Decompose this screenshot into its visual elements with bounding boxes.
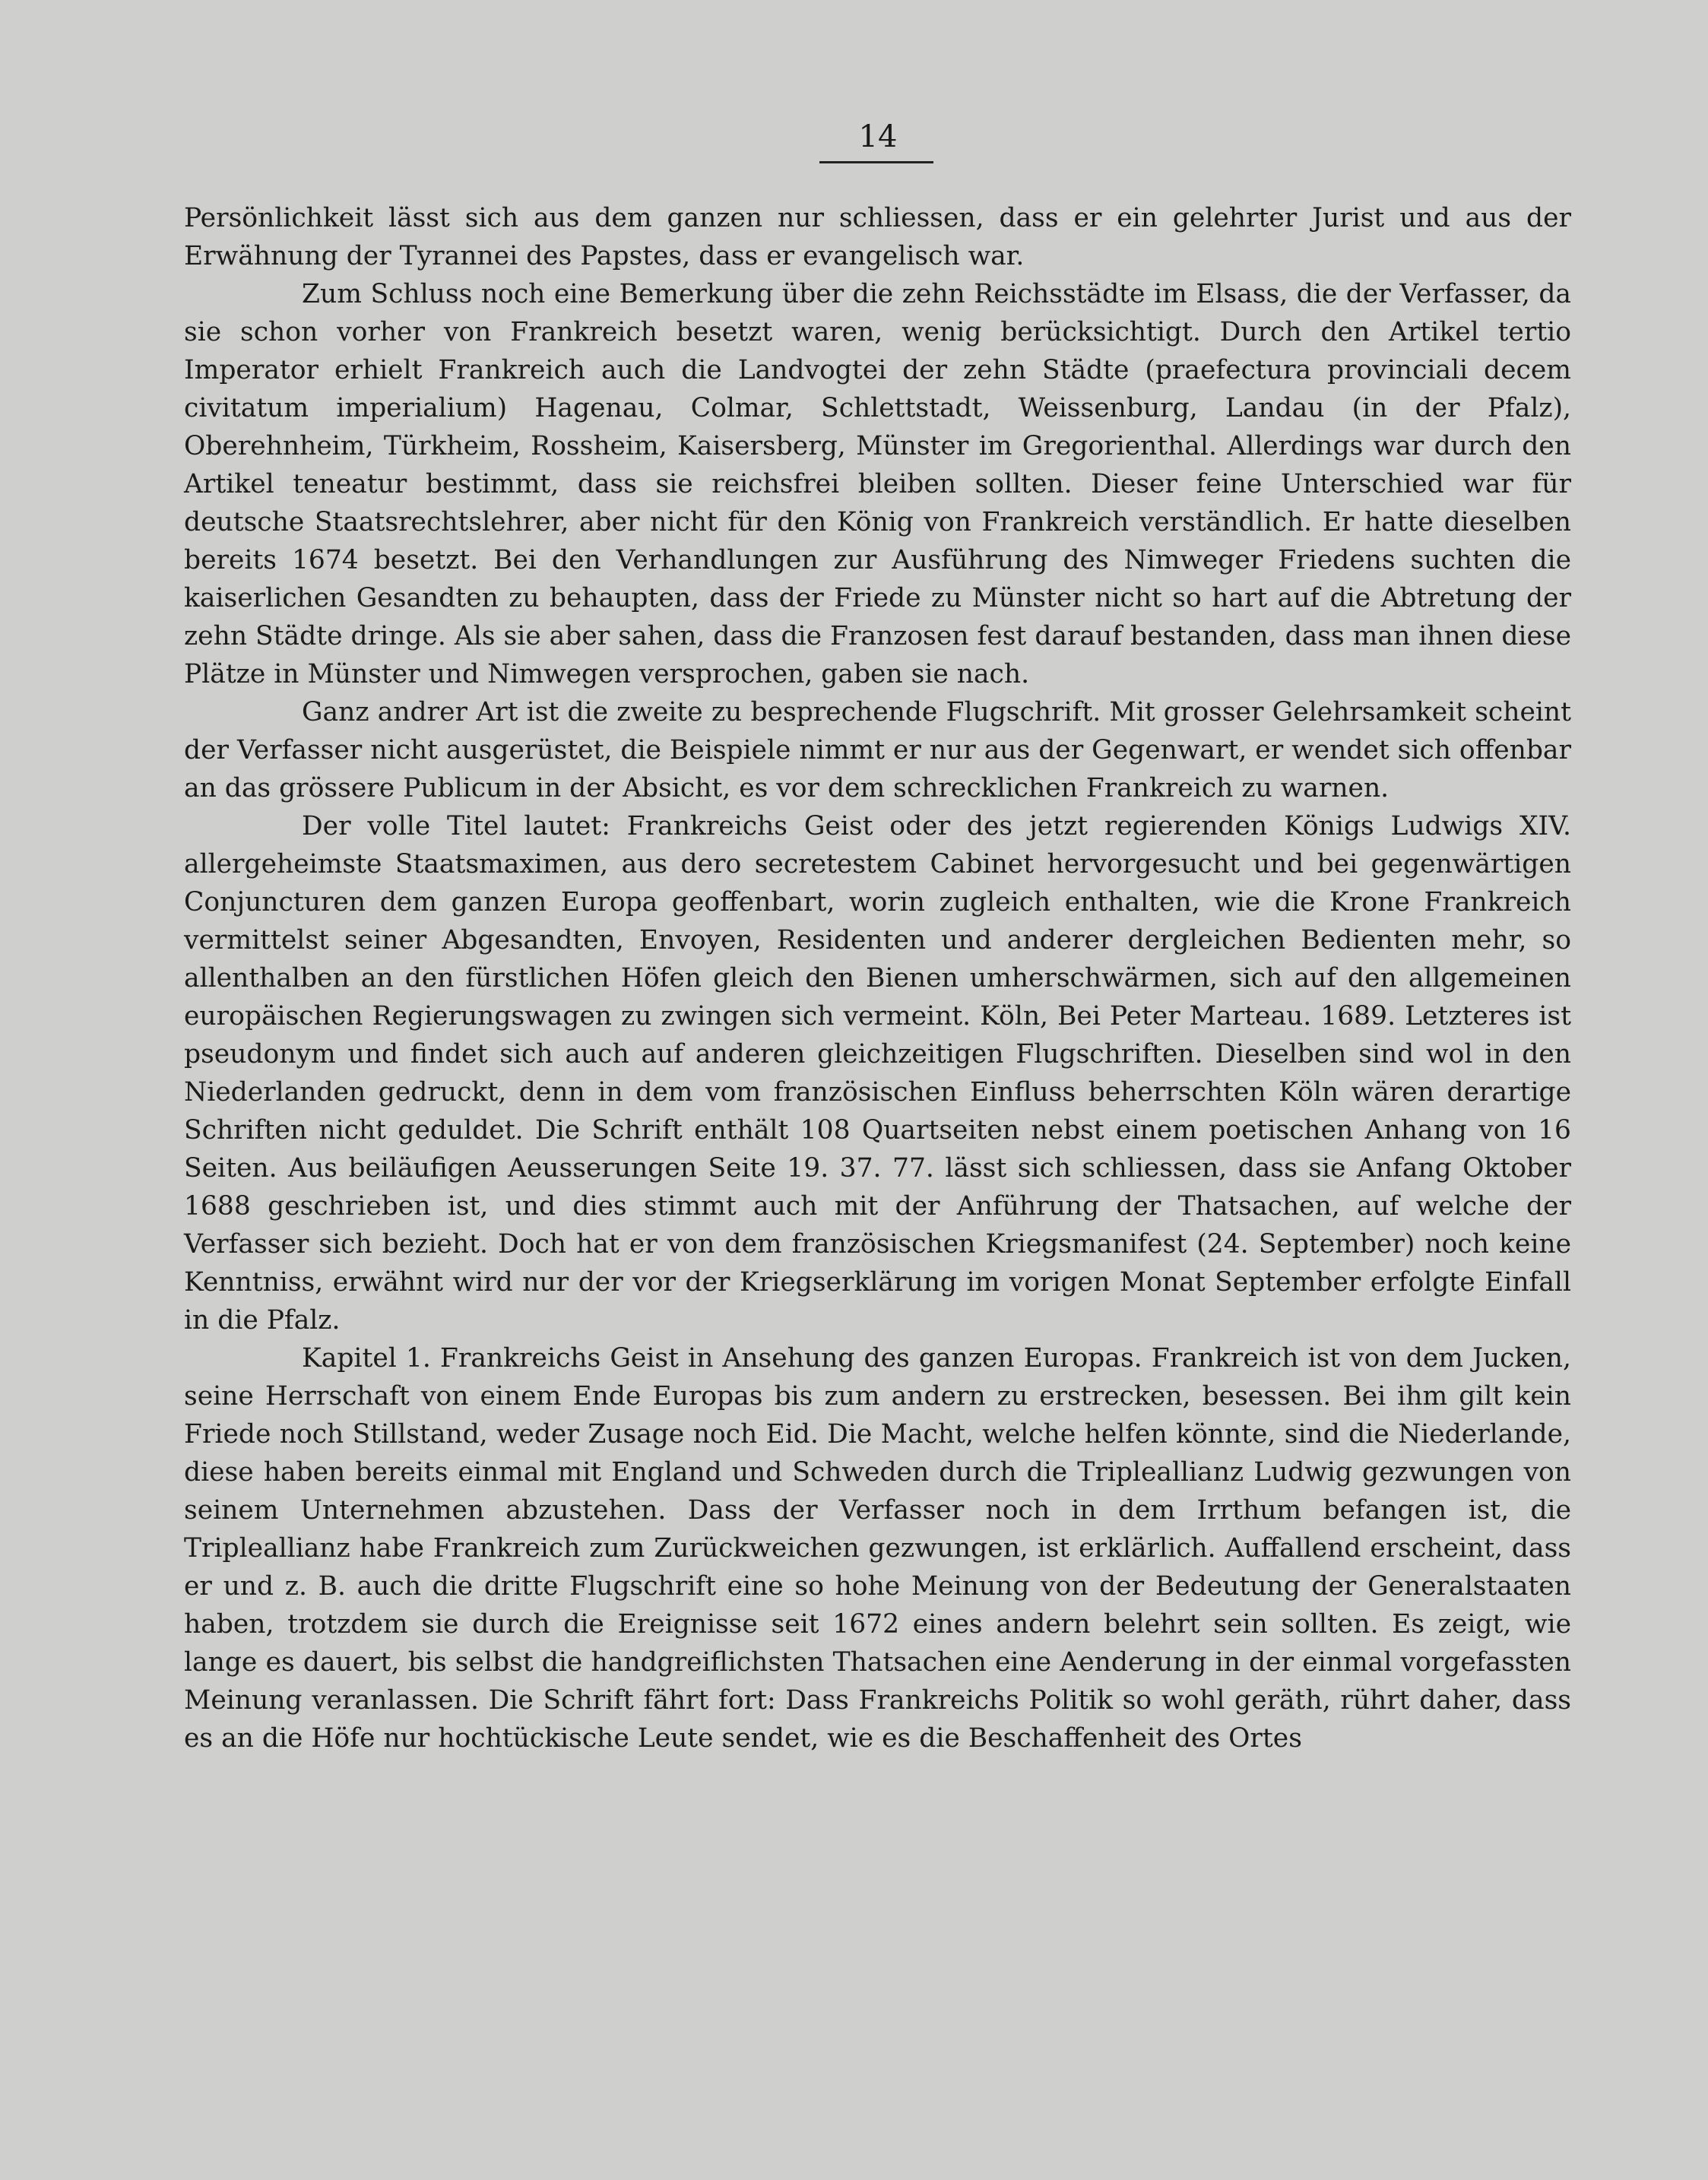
page-number: 14 (858, 119, 898, 154)
paragraph: Zum Schluss noch eine Bemerkung über die zehn Reichsstädte im Elsass, die der Verfasser, da sie schon vorher von Frankreich besetzt waren, wenig berücksichtigt. Durch den Artikel tertio Imperator erhielt Frankreich auch die Landvogtei der zehn Städte (praefectura provinciali decem civitatum imperialium) Hagenau, Colmar, Schlettstadt, Weissenburg, Landau (in der Pfalz), Oberehnheim, Türkheim, Rossheim, Kaisersberg, Münster im Gregorienthal. Allerdings war durch den Artikel teneatur bestimmt, dass sie reichsfrei bleiben sollten. Dieser feine Unterschied war für deutsche Staatsrechtslehrer, aber nicht für den König von Frankreich verständlich. Er hatte dieselben bereits 1674 besetzt. Bei den Verhandlungen zur Ausführung des Nimweger Friedens suchten die kaiserlichen Gesandten zu behaupten, dass der Friede zu Münster nicht so hart auf die Abtretung der zehn Städte dringe. Als sie aber sahen, dass die Franzosen fest darauf bestanden, dass man ihnen diese Plätze in Münster und Nimwegen versprochen, gaben sie nach. (184, 279, 1571, 689)
page-number-rule (819, 161, 933, 163)
body-text (184, 199, 1571, 1757)
paragraph: Kapitel 1. Frankreichs Geist in Ansehung des ganzen Europas. Frankreich ist von dem Jucken, seine Herrschaft von einem Ende Europas bis zum andern zu erstrecken, besessen. Bei ihm gilt kein Friede noch Stillstand, weder Zusage noch Eid. Die Macht, welche helfen könnte, sind die Niederlande, diese haben bereits einmal mit England und Schweden durch die Tripleallianz Ludwig gezwungen von seinem Unternehmen abzustehen. Dass der Verfasser noch in dem Irrthum befangen ist, die Tripleallianz habe Frankreich zum Zurückweichen gezwungen, ist erklärlich. Auffallend erscheint, dass er und z. B. auch die dritte Flugschrift eine so hohe Meinung von der Bedeutung der Generalstaaten haben, trotzdem sie durch die Ereignisse seit 1672 eines andern belehrt sein sollten. Es zeigt, wie lange es dauert, bis selbst die handgreiflichsten Thatsachen eine Aenderung in der einmal vorgefassten Meinung veranlassen. Die Schrift fährt fort: Dass Frankreichs Politik so wohl geräth, rührt daher, dass es an die Höfe nur hochtückische Leute sendet, wie es die Beschaffenheit des Ortes (184, 1343, 1571, 1754)
paragraph: Persönlichkeit lässt sich aus dem ganzen nur schliessen, dass er ein gelehrter Jurist und aus der Erwähnung der Tyrannei des Papstes, dass er evangelisch war. (184, 203, 1571, 271)
paragraph: Der volle Titel lautet: Frankreichs Geist oder des jetzt regierenden Königs Ludwigs XIV. allergeheimste Staatsmaximen, aus dero secretestem Cabinet hervorgesucht und bei gegenwärtigen Conjuncturen dem ganzen Europa geoffenbart, worin zugleich enthalten, wie die Krone Frankreich vermittelst seiner Abgesandten, Envoyen, Residenten und anderer dergleichen Bedienten mehr, so allenthalben an den fürstlichen Höfen gleich den Bienen umherschwärmen, sich auf den allgemeinen europäischen Regierungswagen zu zwingen sich vermeint. Köln, Bei Peter Marteau. 1689. Letzteres ist pseudonym und findet sich auch auf anderen gleichzeitigen Flugschriften. Dieselben sind wol in den Niederlanden gedruckt, denn in dem vom französischen Einfluss beherrschten Köln wären derartige Schriften nicht geduldet. Die Schrift enthält 108 Quartseiten nebst einem poetischen Anhang von 16 Seiten. Aus beiläufigen Aeusserungen Seite 19. 37. 77. lässt sich schliessen, dass sie Anfang Oktober 1688 geschrieben ist, und dies stimmt auch mit der Anführung der Thatsachen, auf welche der Verfasser sich bezieht. Doch hat er von dem französischen Kriegsmanifest (24. September) noch keine Kenntniss, erwähnt wird nur der vor der Kriegserklärung im vorigen Monat September erfolgte Einfall in die Pfalz. (184, 811, 1571, 1336)
paragraph: Ganz andrer Art ist die zweite zu besprechende Flugschrift. Mit grosser Gelehrsamkeit scheint der Verfasser nicht ausgerüstet, die Beispiele nimmt er nur aus der Gegenwart, er wendet sich offenbar an das grössere Publicum in der Absicht, es vor dem schrecklichen Frankreich zu warnen. (184, 697, 1571, 803)
